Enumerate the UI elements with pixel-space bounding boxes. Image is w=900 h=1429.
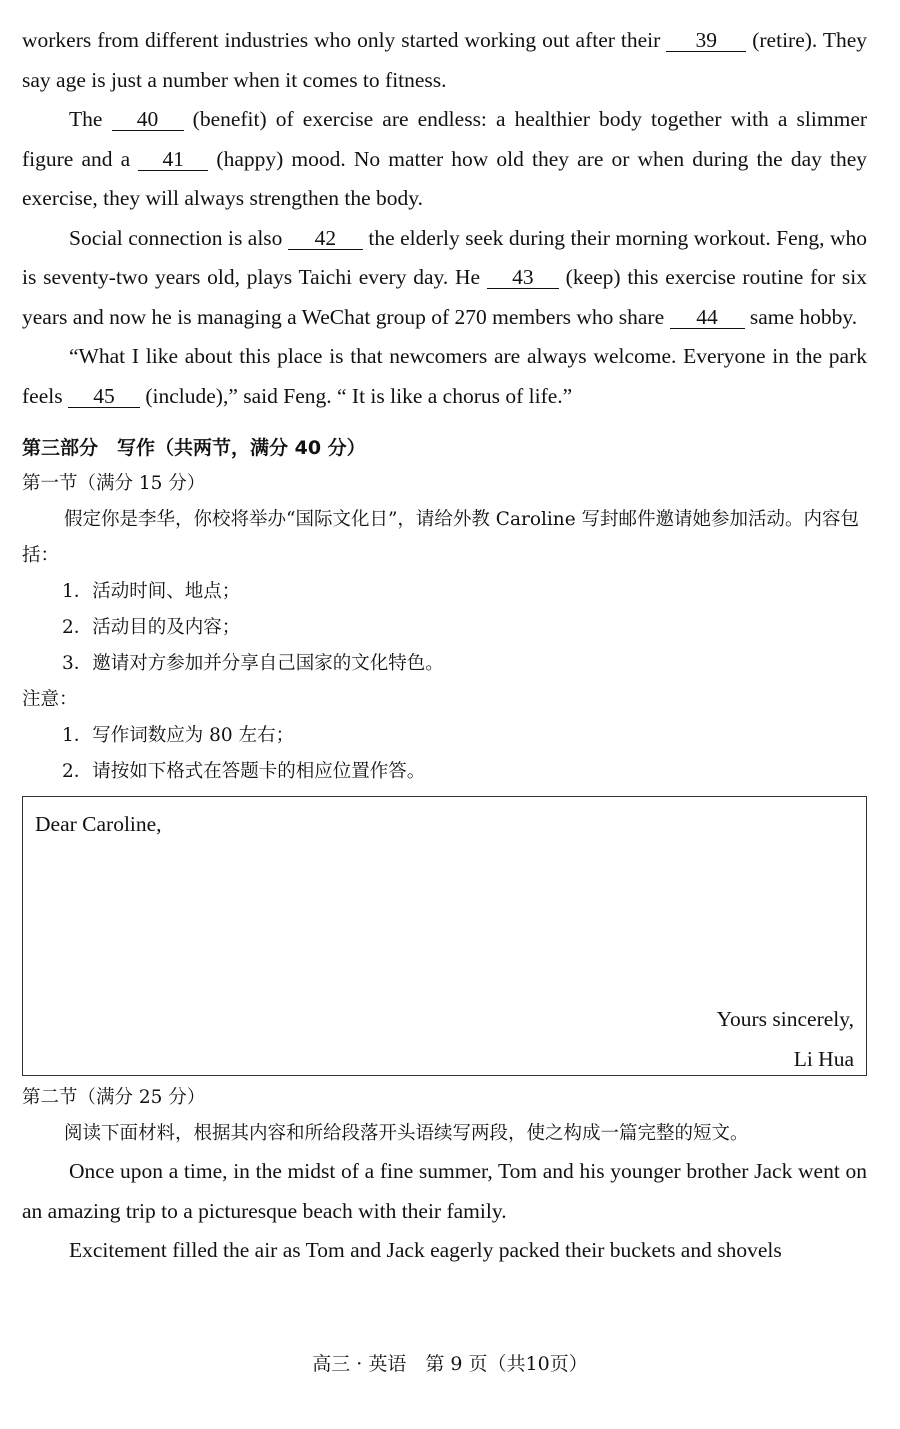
blank-43: 43 <box>487 266 559 289</box>
story-paragraph-1: Once upon a time, in the midst of a fine summer, Tom and his younger brother Jack went on an amazing trip to a picturesque beach with their family. <box>22 1159 867 1223</box>
letter-greeting: Dear Caroline, <box>35 812 162 836</box>
story-paragraph-2: Excitement filled the air as Tom and Jack eagerly packed their buckets and shovels <box>69 1238 782 1262</box>
blank-45: 45 <box>68 385 140 408</box>
passage-paragraph-1 <box>22 21 867 100</box>
text: the elderly seek during their morning workout. Feng, who is seventy-two years old, plays Taichi every day. He <box>22 225 868 289</box>
section-1-prompt: 假定你是李华，你校将举办“国际文化日”，请给外教 Caroline 写封邮件邀请她参加活动。内容包括： <box>22 509 860 566</box>
text: (retire). They say age is just a number when it comes to fitness. <box>22 28 868 92</box>
text: Social connection is also <box>69 225 283 250</box>
text: (happy) mood. No matter how old they are or when during the day they exercise, they will always strengthen the body. <box>22 146 868 210</box>
page-footer: 高三 · 英语 第 9 页（共10页） <box>312 1353 588 1375</box>
text: same hobby. <box>749 304 858 329</box>
note-title: 注意： <box>22 689 78 710</box>
letter-closing: Yours sincerely, <box>716 1007 854 1031</box>
note-item: 1．写作词数应为 80 左右； <box>62 725 295 746</box>
exam-page <box>22 21 867 1271</box>
text: (benefit) of exercise are endless: a healthier body together with a slimmer figure and a <box>22 107 868 171</box>
passage-paragraph-2 <box>22 100 867 219</box>
blank-44: 44 <box>670 306 745 329</box>
text: (keep) this exercise routine for six years and now he is managing a WeChat group of 270 members who share <box>22 265 868 329</box>
section-2-title: 第二节（满分 25 分） <box>22 1087 206 1108</box>
content-item: 1．活动时间、地点； <box>62 581 241 602</box>
text: The <box>69 107 103 131</box>
section-2-prompt: 阅读下面材料，根据其内容和所给段落开头语续写两段，使之构成一篇完整的短文。 <box>64 1123 749 1144</box>
passage-paragraph-4 <box>22 337 867 416</box>
text: workers from different industries who only started working out after their <box>22 28 661 52</box>
letter-signature: Li Hua <box>793 1047 854 1071</box>
text: “What I like about this place is that newcomers are always welcome. Everyone in the park feels <box>22 344 867 408</box>
passage-paragraph-3 <box>22 219 867 338</box>
content-item: 2．活动目的及内容； <box>62 617 241 638</box>
note-item: 2．请按如下格式在答题卡的相应位置作答。 <box>62 761 426 782</box>
content-item: 3．邀请对方参加并分享自己国家的文化特色。 <box>62 653 444 674</box>
blank-39: 39 <box>666 29 746 52</box>
letter-format-box <box>22 796 867 1076</box>
part-title: 第三部分 写作（共两节，满分 40 分） <box>22 437 366 459</box>
section-1-title: 第一节（满分 15 分） <box>22 473 206 494</box>
text: (include),” said Feng. “ It is like a chorus of life.” <box>145 383 573 408</box>
blank-40: 40 <box>112 108 184 131</box>
blank-41: 41 <box>138 148 208 171</box>
blank-42: 42 <box>288 227 363 250</box>
